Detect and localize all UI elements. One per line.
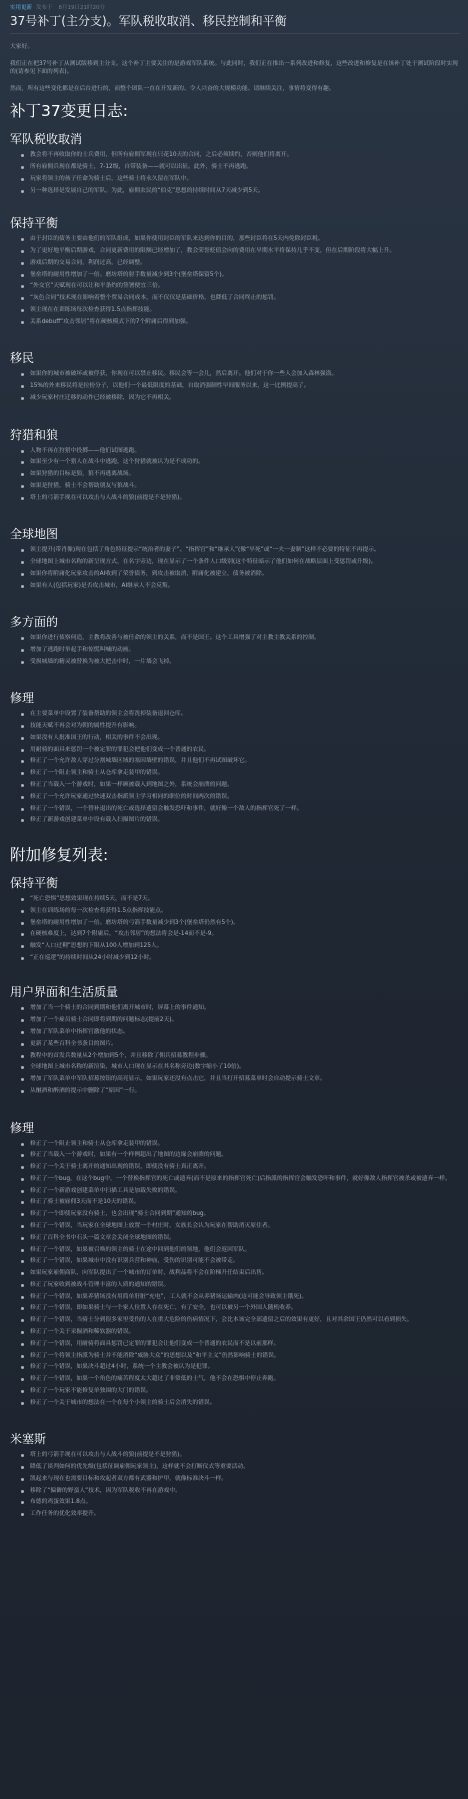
section-heading: 用户界面和生活质量 bbox=[10, 985, 119, 1000]
list-item-text: 增加了当一个骑士的合同到期和他们离开城市时，屏幕上的事件通知。 bbox=[30, 1005, 210, 1012]
list-item-text: 增加了军队菜单中军队招募按钮的高亮显示，如果玩家还没有点击它，并且当打开招募菜单时会自动提示骑士文章。 bbox=[30, 1076, 326, 1083]
section-heading: 保持平衡 bbox=[10, 875, 59, 890]
list-item bbox=[20, 1087, 460, 1096]
bullet-icon bbox=[21, 737, 24, 740]
list-item bbox=[20, 558, 460, 567]
bullet-icon bbox=[21, 450, 24, 453]
list-item bbox=[20, 1246, 460, 1255]
bullet-list bbox=[10, 1451, 460, 1519]
bullet-icon bbox=[21, 549, 24, 552]
bullet-icon bbox=[21, 1078, 24, 1081]
list-item bbox=[20, 1175, 460, 1184]
list-item bbox=[20, 734, 460, 743]
list-item-text: 修正了一个即使玩家没有骑士，也会出现“骑士合同到期”通知的bug。 bbox=[30, 1211, 210, 1218]
list-item-text: 修正了一个关于骑士离开的通知出现的错误，即使没有骑士真正离开。 bbox=[30, 1164, 210, 1171]
list-item bbox=[20, 482, 460, 491]
bullet-icon bbox=[21, 1260, 24, 1263]
changelog-body bbox=[10, 131, 460, 825]
list-item-text: 修正了一个错误，当骑士分到很多家里受伤的人在重大危险的伤病情况下，会比本该完全部遗留之后的效果有更好，且对其余国王仍然可以看到损失。 bbox=[30, 1317, 413, 1324]
bullet-icon bbox=[21, 473, 24, 476]
list-item-text: 技能天赋不再会对为朝的属性提升有影响。 bbox=[30, 723, 141, 730]
list-item bbox=[20, 1316, 460, 1325]
bullet-icon bbox=[21, 1055, 24, 1058]
section bbox=[10, 875, 460, 963]
list-item bbox=[20, 1387, 460, 1396]
list-item bbox=[20, 1340, 460, 1349]
bullet-icon bbox=[21, 1019, 24, 1022]
list-item-text: 修正了一个错误，即如果骑士与一个家人位置人存在死亡，有了安全，也可以被另一个外国人随机收养。 bbox=[30, 1305, 297, 1312]
bullet-icon bbox=[21, 585, 24, 588]
bullet-icon bbox=[21, 1331, 24, 1334]
bullet-icon bbox=[21, 1190, 24, 1193]
list-item-text: 修正了一个阻止领主和骑士从仓库拿走装甲的错误。 bbox=[30, 770, 164, 777]
bullet-icon bbox=[21, 1378, 24, 1381]
bullet-icon bbox=[21, 933, 24, 936]
extra-fixes-body bbox=[10, 875, 460, 1519]
category-tag[interactable]: 实用更新 bbox=[10, 5, 33, 11]
list-item-text: 增加了逃跑时举起手和惊慌叫喊的动画。 bbox=[30, 646, 135, 653]
list-item bbox=[20, 1375, 460, 1384]
section-heading: 全球地图 bbox=[10, 527, 59, 542]
list-item bbox=[20, 163, 460, 172]
list-item bbox=[20, 318, 460, 327]
bullet-icon bbox=[21, 1166, 24, 1169]
list-item bbox=[20, 306, 460, 315]
list-item-text: 由于封臣的债务主要由他们的军队组成，如果你使用封臣的军队来达到你的目的，那些封臣将在5天内免除封臣税。 bbox=[30, 236, 324, 243]
list-item bbox=[20, 1163, 460, 1172]
list-item bbox=[20, 1004, 460, 1013]
bullet-icon bbox=[21, 760, 24, 763]
bullet-icon bbox=[21, 1490, 24, 1493]
list-item bbox=[20, 151, 460, 160]
list-item bbox=[20, 1363, 460, 1372]
list-item-text: 修正了一个错误，如果城市中没有识别兵营和神庙，受伤的识别可能不会被带走。 bbox=[30, 1258, 239, 1265]
list-item-text: 修正了一个玩家不能修复单独围的大门的错误。 bbox=[30, 1387, 152, 1394]
list-item-text: 为了更好地平衡后期游戏，合同更新费用的限额已经增加了，教会荣誉贬值会向的费用在早期水平将保持几乎不变，但在后期阶段将大幅上升。 bbox=[30, 248, 396, 255]
list-item-text: 在主要菜单中设置了装备帮助的领主会将洗掉装备退回仓库。 bbox=[30, 711, 187, 718]
list-item-text: “灰色合同”技术现在影响着整个贸易合同成本，而不仅仅是基础价格，也降低了合同终止的惩罚。 bbox=[30, 295, 280, 302]
list-item bbox=[20, 816, 460, 825]
list-item-text: 修正了百科全书中石头一篇文章会关闭全球地图的错误。 bbox=[30, 1234, 175, 1241]
bullet-list bbox=[10, 895, 460, 963]
list-item-text: 修正了一个bug，在这个bug中，一个替换指挥官的死亡或遗弃(而不是原来的指挥官死亡)后指派的指挥官会触发恐吓和事件，就好像敌人指挥官被杀或被遗弃一样。 bbox=[30, 1175, 451, 1182]
list-item-text: 修正了一个错误，用耐骑将面具惩罚已定罪的罪犯会让他们变成一个普通的农民而不是以前那样。 bbox=[30, 1340, 280, 1347]
section bbox=[10, 1431, 460, 1519]
bullet-list bbox=[10, 710, 460, 825]
list-item-text: 15%的外来移民将是拉扮分子，以他们一个最低限度的基础，自取消强制性早间服务以来，这一比例提高了。 bbox=[30, 383, 310, 390]
bullet-list bbox=[10, 235, 460, 326]
list-item bbox=[20, 954, 460, 963]
list-item bbox=[20, 235, 460, 244]
changelog-heading: 补丁37变更日志: bbox=[10, 102, 128, 121]
bullet-icon bbox=[21, 309, 24, 312]
list-item-text: 塔上的弓箭手现在可以攻击与人战斗的狼(前提是不是狩猎)。 bbox=[30, 1452, 186, 1459]
section bbox=[10, 614, 460, 666]
bullet-icon bbox=[21, 1307, 24, 1310]
bullet-icon bbox=[21, 238, 24, 241]
list-item-text: 全球地图上城市名称的新呈现方式，在名字旁边，现在显示了一个条件人口级别(这个特征暗示了他们如何在战略层面上受惩罚或升级)。 bbox=[30, 559, 377, 566]
list-item-text: “死亡恐惧”思想效果现在持续5天，而不是7天。 bbox=[30, 895, 154, 902]
bullet-list bbox=[10, 447, 460, 503]
list-item bbox=[20, 805, 460, 814]
bullet-icon bbox=[21, 772, 24, 775]
bullet-list bbox=[10, 1004, 460, 1095]
list-item-text: 修正了一个错误，如果养猪场没有用简单肝脏“充电”，工人就不会从养猪场运输肉(这可能会导致领主饿死)。 bbox=[30, 1293, 308, 1300]
bullet-icon bbox=[21, 1031, 24, 1034]
post-title: 37号补丁(主分支)。军队税收取消、移民控制和平衡 bbox=[10, 14, 287, 28]
bullet-icon bbox=[21, 250, 24, 253]
list-item bbox=[20, 1028, 460, 1037]
bullet-icon bbox=[21, 1007, 24, 1010]
bullet-list bbox=[10, 1140, 460, 1408]
list-item-text: 凯起来与现在也需要目标和攻起者双方都有武器和护甲，就像标准决斗一样。 bbox=[30, 1475, 228, 1482]
list-item-text: 修正了一个关于城市的想法在一个在每个小领主的骑士后会消失的错误。 bbox=[30, 1399, 216, 1406]
list-item bbox=[20, 1234, 460, 1243]
section bbox=[10, 1120, 460, 1408]
list-item-text: “外交官”天赋现在可以让和平条约的签署便宜三倍。 bbox=[30, 283, 164, 290]
bullet-icon bbox=[21, 285, 24, 288]
extra-fixes-heading: 附加修复列表: bbox=[10, 845, 109, 864]
list-item bbox=[20, 1187, 460, 1196]
bullet-list bbox=[10, 634, 460, 666]
list-item bbox=[20, 175, 460, 184]
list-item-text: 教程中的首发兵数量从2个增加到5个，并且移除了佣兵招募教程步骤。 bbox=[30, 1052, 212, 1059]
bullet-icon bbox=[21, 945, 24, 948]
bullet-icon bbox=[21, 297, 24, 300]
list-item-text: 修正了一个关于采掘酒和稀软器的错误。 bbox=[30, 1329, 135, 1336]
post-author: 发布于 bbox=[36, 5, 53, 11]
bullet-icon bbox=[21, 373, 24, 376]
list-item-text: 修正了一个错误，如果一个角色的痛苦程度太大超过了非常低的士气，他不会在恐惧中停止奔跑。 bbox=[30, 1376, 280, 1383]
list-item bbox=[20, 746, 460, 755]
list-item bbox=[20, 294, 460, 303]
list-item-text: 修正了一个允许玩家通过快速双击指派领主学习相同的职位的时间两次的错误。 bbox=[30, 793, 233, 800]
list-item bbox=[20, 1352, 460, 1361]
list-item bbox=[20, 781, 460, 790]
section bbox=[10, 690, 460, 825]
list-item-text: 增加了军队菜单中指挥官激他的状态。 bbox=[30, 1029, 129, 1036]
list-item bbox=[20, 1328, 460, 1337]
list-item-text: 修正了一个允许敌人穿过分割城墙区域的塞因墙壁的错误，并且他们不再试图破坏它。 bbox=[30, 758, 251, 765]
bullet-icon bbox=[21, 166, 24, 169]
list-item bbox=[20, 570, 460, 579]
bullet-icon bbox=[21, 1296, 24, 1299]
list-item-text: 增加了一个雇员骑士合同即将到期的问题标志(提前2天)。 bbox=[30, 1017, 178, 1024]
list-item-text: 玩家将领主的孩子任命为骑士后，这些骑士将永久留在军队中。 bbox=[30, 175, 193, 182]
list-item-text: 修正了当载入一个游戏时，如果有一个样例超出了地图的边缘会崩溃的问题。 bbox=[30, 1152, 228, 1159]
list-item bbox=[20, 546, 460, 555]
list-item bbox=[20, 394, 460, 403]
bullet-icon bbox=[21, 178, 24, 181]
bullet-icon bbox=[21, 1178, 24, 1181]
post-meta bbox=[10, 4, 460, 12]
bullet-icon bbox=[21, 154, 24, 157]
list-item bbox=[20, 187, 460, 196]
list-item bbox=[20, 942, 460, 951]
bullet-icon bbox=[21, 1343, 24, 1346]
list-item bbox=[20, 1399, 460, 1408]
list-item bbox=[20, 1463, 460, 1472]
list-item bbox=[20, 1140, 460, 1149]
list-item bbox=[20, 1304, 460, 1313]
list-item-text: 如果你的城市被破坏或被俘获，你现在可以禁止移民。移民会等一会儿，然后离开。他们对于你一些人会加入森林强盗。 bbox=[30, 371, 338, 378]
bullet-icon bbox=[21, 190, 24, 193]
list-item-text: 修正了一个新游戏创建菜单中扫描工具是加载失败的错误。 bbox=[30, 1187, 181, 1194]
list-item-text: 移除了“偏僻的野蛮人”技术，因为军队税收不再在游戏中。 bbox=[30, 1487, 181, 1494]
section bbox=[10, 984, 460, 1095]
bullet-icon bbox=[21, 274, 24, 277]
list-item bbox=[20, 382, 460, 391]
section-heading: 多方面的 bbox=[10, 615, 59, 630]
list-item bbox=[20, 259, 460, 268]
bullet-icon bbox=[21, 1466, 24, 1469]
list-item-text: 工作任务的优化效率提升。 bbox=[30, 1511, 100, 1518]
bullet-icon bbox=[21, 1043, 24, 1046]
bullet-icon bbox=[21, 1090, 24, 1093]
list-item bbox=[20, 919, 460, 928]
list-item bbox=[20, 1281, 460, 1290]
bullet-icon bbox=[21, 321, 24, 324]
list-item bbox=[20, 1040, 460, 1049]
list-item bbox=[20, 658, 460, 667]
post-date: 8月19日21时20分 bbox=[58, 5, 106, 11]
bullet-icon bbox=[21, 1501, 24, 1504]
bullet-icon bbox=[21, 1402, 24, 1405]
bullet-icon bbox=[21, 784, 24, 787]
bullet-icon bbox=[21, 1225, 24, 1228]
list-item-text: 塔上的弓箭手现在可以攻击与人战斗的狼(前提是不是狩猎)。 bbox=[30, 494, 186, 501]
list-item-text: 修正了骑士被雇佣3天而不是10天的错误。 bbox=[30, 1199, 140, 1206]
section bbox=[10, 526, 460, 590]
bullet-icon bbox=[21, 497, 24, 500]
section-heading: 军队税收取消 bbox=[10, 132, 83, 147]
bullet-icon bbox=[21, 1478, 24, 1481]
list-item-text: 修正了当载入一个游戏时，如果一样顾被载入到地图之外，系统会崩溃的问题。 bbox=[30, 782, 233, 789]
list-item-text: 另一种选择是发展自己的军队。为此，雇佣农民的“伯克”思想的持续时间从7天减少到5天。 bbox=[30, 187, 264, 194]
bullet-icon bbox=[21, 1143, 24, 1146]
bullet-icon bbox=[21, 725, 24, 728]
list-item-text: 用耐骑的面具来惩罚一个被定罪的罪犯会把他们变成一个普通的农民。 bbox=[30, 746, 210, 753]
list-item-text: 受损城墙的精灵被替换为被大把击中时，一片墙会飞掉。 bbox=[30, 658, 175, 665]
bullet-icon bbox=[21, 1284, 24, 1287]
list-item-text: 领主现在在训练场每次检查获得1.5点指挥技能。 bbox=[30, 307, 156, 313]
bullet-icon bbox=[21, 713, 24, 716]
bullet-icon bbox=[21, 910, 24, 913]
bullet-icon bbox=[21, 637, 24, 640]
list-item bbox=[20, 1075, 460, 1084]
intro-paragraph: 我们正在把37号补丁从测试版移到主分支。这个补丁主要关注的是游戏军队系统。与此同时，我们正在推出一系列改进和修复，这些改进和修复是在该补丁处于测试阶段时实现的(请参见下面的列表)。 bbox=[10, 60, 458, 76]
bullet-icon bbox=[21, 1066, 24, 1069]
list-item bbox=[20, 1293, 460, 1302]
list-item-text: 如果至少有一个猎人在战斗中逃跑，这个狩猎就被认为是不成功的。 bbox=[30, 459, 204, 466]
list-item-text: 修正了一个错误，如果决斗超过4小时，系统一个主教会被认为是犯罪。 bbox=[30, 1364, 214, 1371]
list-item-text: 修正了一个错误，如果被召唤的领主的骑士在途中回到他们的领地，他们会返回军队。 bbox=[30, 1246, 251, 1253]
bullet-icon bbox=[21, 573, 24, 576]
bullet-list bbox=[10, 151, 460, 195]
list-item bbox=[20, 895, 460, 904]
list-item bbox=[20, 1151, 460, 1160]
list-item-text: 堡垒塔的耐用性增加了一倍。磨坊塔的射手数量减少到3个(堡垒塔保留5个)。 bbox=[30, 271, 228, 278]
bullet-icon bbox=[21, 1249, 24, 1252]
list-item-text: 关系debuff“攻击邻居”将在硬核模式下的7个附庸后得到加强。 bbox=[30, 318, 192, 325]
bullet-icon bbox=[21, 1355, 24, 1358]
list-item bbox=[20, 907, 460, 916]
bullet-icon bbox=[21, 649, 24, 652]
bullet-icon bbox=[21, 1154, 24, 1157]
intro-greeting: 大家好。 bbox=[10, 44, 34, 50]
bullet-icon bbox=[21, 561, 24, 564]
list-item bbox=[20, 710, 460, 719]
section bbox=[10, 215, 460, 326]
list-item-text: 修正了一个错误，一个替补退出的死亡或选择遗留会触发恐吓和事件，就好像一个敌人的指挥官死了一样。 bbox=[30, 805, 303, 812]
list-item bbox=[20, 634, 460, 643]
list-item-text: 修正了一个阻止领主和骑士从仓库拿走装甲的错误。 bbox=[30, 1140, 164, 1147]
bullet-icon bbox=[21, 485, 24, 488]
list-item-text: 如果你将附庸化玩家攻击的AI收到了荣誉债务，到攻击被取消，附庸化被建立，债务被消除。 bbox=[30, 570, 268, 577]
section-heading: 保持平衡 bbox=[10, 216, 59, 231]
list-item bbox=[20, 1510, 460, 1519]
bullet-icon bbox=[21, 1319, 24, 1322]
list-item bbox=[20, 769, 460, 778]
list-item-text: 触发“人口过剩”思想的下限从100人增加到125人。 bbox=[30, 943, 163, 950]
list-item bbox=[20, 1451, 460, 1460]
bullet-icon bbox=[21, 661, 24, 664]
section bbox=[10, 350, 460, 402]
bullet-icon bbox=[21, 898, 24, 901]
list-item-text: 全球地图上城市名称的新渲染，城市人口现在显示在其名称旁边(数字缩小了10倍)。 bbox=[30, 1064, 245, 1071]
list-item bbox=[20, 582, 460, 591]
bullet-icon bbox=[21, 1513, 24, 1516]
list-item bbox=[20, 1257, 460, 1266]
bullet-icon bbox=[21, 1454, 24, 1457]
list-item-text: 人物不再在狩猎中投掷——他们试图逃跑。 bbox=[30, 447, 141, 454]
bullet-list bbox=[10, 370, 460, 402]
list-item-text: 如果有人(包括玩家)是否攻击城市，AI继承人不会反叛。 bbox=[30, 582, 174, 589]
bullet-icon bbox=[21, 1390, 24, 1393]
list-item bbox=[20, 470, 460, 479]
list-item bbox=[20, 793, 460, 802]
bullet-icon bbox=[21, 1366, 24, 1369]
list-item-text: 教会将不再收取你的士兵费用，但所有雇佣军现在只花10天的合同，之后必须续约，否则他们将离开。 bbox=[30, 152, 293, 159]
section-heading: 修理 bbox=[10, 691, 35, 706]
list-item-text: 所有雇佣兵现在都是骑士，7-12级，自带装备——就可以出征。此外，骑士不再逃跑。 bbox=[30, 164, 252, 171]
list-item bbox=[20, 1269, 460, 1278]
list-item bbox=[20, 1475, 460, 1484]
list-item-text: 在硬核难度上，达到7个附庸后，“攻击邻居”的想法将会是-14而不是-9。 bbox=[30, 931, 218, 938]
list-item-text: 降低了谈判如何的优先级(包括征调雇佣玩家领主)，这样就不会打断仪式等重要活动。 bbox=[30, 1464, 250, 1471]
section bbox=[10, 131, 460, 195]
list-item bbox=[20, 447, 460, 456]
list-item bbox=[20, 757, 460, 766]
list-item bbox=[20, 1498, 460, 1507]
bullet-icon bbox=[21, 922, 24, 925]
section bbox=[10, 427, 460, 503]
bullet-icon bbox=[21, 461, 24, 464]
bullet-icon bbox=[21, 796, 24, 799]
list-item bbox=[20, 1063, 460, 1072]
list-item-text: 堡垒塔的耐用性增加了一倍。磨坊塔的弓箭手数量减少到3个(堡垒塔仍然有5个)。 bbox=[30, 919, 239, 926]
list-item-text: 更新了某些百科全书条目的图片。 bbox=[30, 1040, 117, 1047]
list-item-text: 修正了一个错误，当玩家在全球地图上放置一个村庄时，女族长会认为玩家在帮助消灭原住者。 bbox=[30, 1223, 274, 1229]
list-item bbox=[20, 1210, 460, 1219]
list-item-text: 修正了新游戏创建菜单中设有载入扫描图片的错误。 bbox=[30, 817, 164, 824]
bullet-icon bbox=[21, 808, 24, 811]
list-item bbox=[20, 370, 460, 379]
section-heading: 米塞斯 bbox=[10, 1432, 47, 1447]
list-item bbox=[20, 1016, 460, 1025]
list-item-text: 修正了一个将领主指派为骑士并不能消除“威胁大众”的思想以及“和平主义”仍然影响骑士的错误。 bbox=[30, 1352, 280, 1359]
list-item bbox=[20, 247, 460, 256]
list-item bbox=[20, 458, 460, 467]
list-item-text: 如果没有人批准国王的行动，相关的事件不会出现。 bbox=[30, 734, 164, 741]
list-item bbox=[20, 1198, 460, 1207]
list-item bbox=[20, 1487, 460, 1496]
bullet-list bbox=[10, 546, 460, 590]
section-heading: 移民 bbox=[10, 351, 35, 366]
title-divider bbox=[10, 33, 460, 34]
list-item bbox=[20, 494, 460, 503]
list-item bbox=[20, 282, 460, 291]
list-item bbox=[20, 1052, 460, 1061]
list-item-text: 领主在训练场的每一次检查将获得1.5点指挥技能点。 bbox=[30, 907, 167, 914]
list-item-text: “正在巡逻”的持续时间从24小时减少到12小时。 bbox=[30, 954, 156, 961]
list-item-text: 布德的鸡蛋效果1.8点。 bbox=[30, 1499, 92, 1506]
list-item bbox=[20, 722, 460, 731]
bullet-icon bbox=[21, 749, 24, 752]
bullet-icon bbox=[21, 385, 24, 388]
bullet-icon bbox=[21, 957, 24, 960]
list-item-text: 如果你进行侦察伺造，主教将改善与被任命的领主的关系，而不是国王。这个工具增强了对主教主教关系的控制。 bbox=[30, 635, 320, 642]
list-item-text: 修正了玩家收到被战斗管理丰富的人质的通知的错误。 bbox=[30, 1281, 170, 1288]
bullet-icon bbox=[21, 262, 24, 265]
list-item-text: 如果玩家雇佣商队，向军队提出了一个城市的订单时，战利品将不会在阶梯升任结束后出售。 bbox=[30, 1270, 268, 1277]
list-item-text: 游戏后期的交易合同，利润过高，已经调整。 bbox=[30, 259, 146, 266]
list-item-text: 从酗酒和醉酒的提示中删除了“原因”一行。 bbox=[30, 1087, 141, 1094]
list-item-text: 如果是狩猎，骑士不会帮助朋友与狼战斗。 bbox=[30, 482, 141, 489]
list-item bbox=[20, 646, 460, 655]
bullet-icon bbox=[21, 1272, 24, 1275]
section-heading: 狩猎和狼 bbox=[10, 427, 59, 442]
bullet-icon bbox=[21, 1213, 24, 1216]
list-item bbox=[20, 1222, 460, 1231]
bullet-icon bbox=[21, 397, 24, 400]
intro-paragraph-2: 然而，所有这些变化都是在后台进行的，而整个团队一直在开发新的、令人兴奋的大规模功能。请继续关注，事情将变得有趣。 bbox=[10, 85, 335, 92]
list-item bbox=[20, 930, 460, 939]
list-item-text: 如果狩猎的目标是狼，狼不再逃离战场。 bbox=[30, 471, 135, 478]
list-item bbox=[20, 271, 460, 280]
bullet-icon bbox=[21, 819, 24, 822]
list-item-text: 领主提升(带肖像)现在包括了角色特征提示“统治者的妻子”、“指挥官”和“继承人”(像“早死”或“一夫一妻制”这样不必要的特征不再提示。 bbox=[30, 547, 380, 554]
list-item-text: 减少玩家村庄迁移的动作已经被移除，因为它不再相关。 bbox=[30, 394, 175, 401]
bullet-icon bbox=[21, 1237, 24, 1240]
section-heading: 修理 bbox=[10, 1120, 35, 1135]
bullet-icon bbox=[21, 1201, 24, 1204]
